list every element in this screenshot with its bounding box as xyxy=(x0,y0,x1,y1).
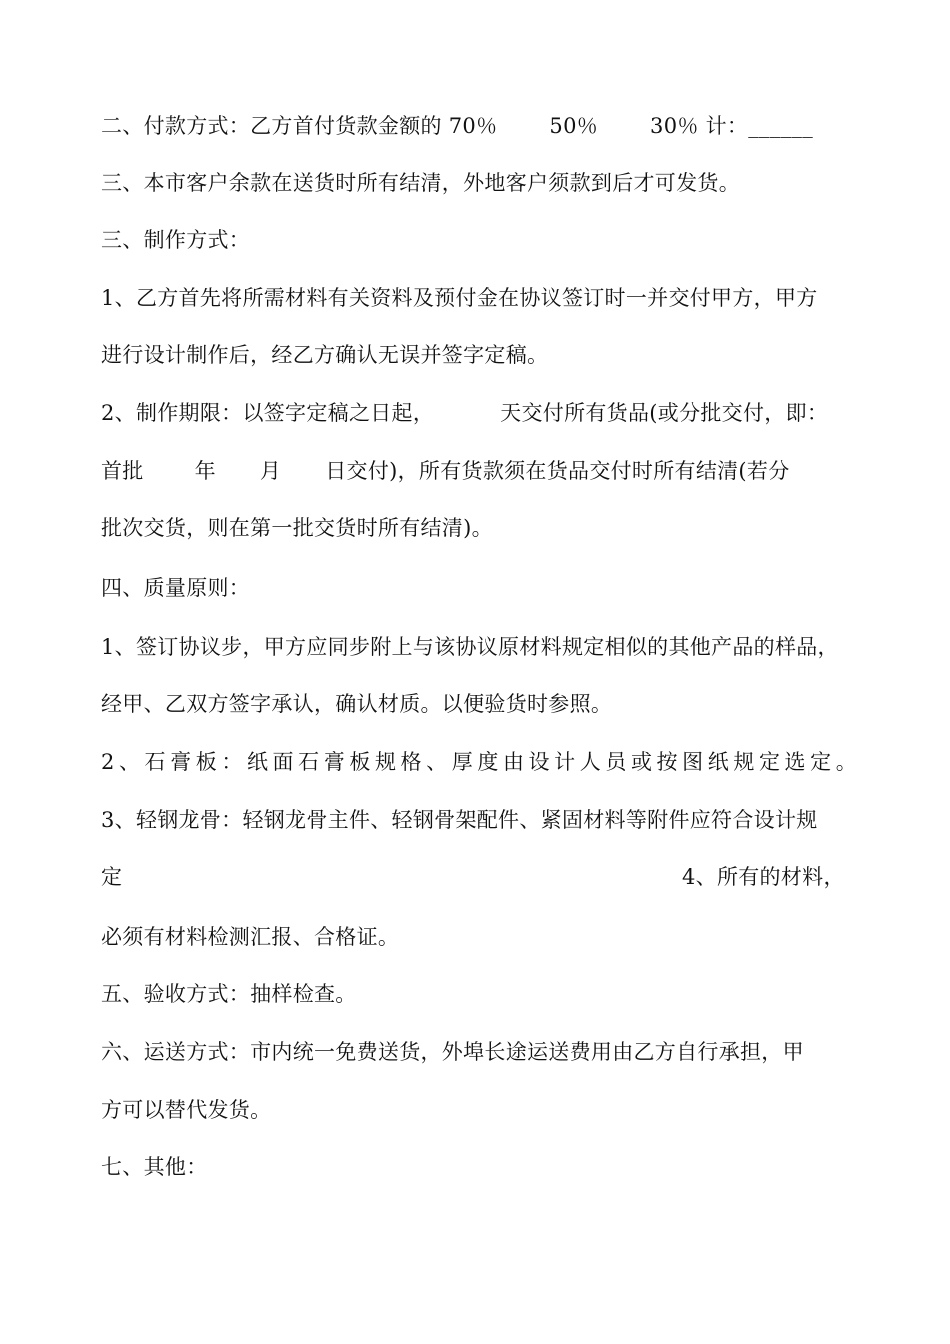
payment-method-line xyxy=(101,111,813,141)
paragraph-line: 三、本市客户余款在送货时所有结清，外地客户须款到后才可发货。 xyxy=(101,171,740,195)
paragraph-line: 六、运送方式：市内统一免费送货，外埠长途运送费用由乙方自行承担，甲 xyxy=(101,1040,804,1064)
delivery-text: 日交付)，所有货款须在货品交付时所有结清(若分 xyxy=(325,459,790,483)
section-heading: 五、验收方式：抽样检查。 xyxy=(101,982,357,1006)
year-label: 年 xyxy=(194,459,216,483)
payment-amount-blank: ______ xyxy=(748,114,814,138)
paragraph-line: 进行设计制作后，经乙方确认无误并签字定稿。 xyxy=(101,343,549,367)
payment-option-30: 30％ 计： xyxy=(650,114,749,138)
paragraph-line: 批次交货，则在第一批交货时所有结清)。 xyxy=(101,516,493,540)
paragraph-line: 1、签订协议步，甲方应同步附上与该协议原材料规定相似的其他产品的样品， xyxy=(101,635,839,659)
first-batch-line xyxy=(101,456,790,486)
split-line-end: 4、所有的材料， xyxy=(682,865,845,889)
month-label: 月 xyxy=(259,459,282,483)
split-line-start: 定 xyxy=(101,865,123,889)
paragraph-line: 必须有材料检测汇报、合格证。 xyxy=(101,925,400,949)
paragraph-line: 经甲、乙双方签字承认，确认材质。以便验货时参照。 xyxy=(101,692,613,716)
paragraph-line: 1、乙方首先将所需材料有关资料及预付金在协议签订时一并交付甲方，甲方 xyxy=(101,286,818,310)
production-period-text-cont: 天交付所有货品(或分批交付，即： xyxy=(500,401,829,425)
paragraph-line: 方可以替代发货。 xyxy=(101,1098,272,1122)
payment-prefix: 二、付款方式：乙方首付货款金额的 70％ xyxy=(101,114,498,138)
first-batch-label: 首批 xyxy=(101,459,144,483)
split-line xyxy=(101,862,845,892)
section-heading: 四、质量原则： xyxy=(101,576,251,600)
production-period-line xyxy=(101,398,828,428)
paragraph-line: 2、石膏板：纸面石膏板规格、厚度由设计人员或按图纸规定选定。 xyxy=(101,750,862,774)
section-heading: 三、制作方式： xyxy=(101,228,251,252)
production-period-text: 2、制作期限：以签字定稿之日起， xyxy=(101,401,435,425)
section-heading: 七、其他： xyxy=(101,1155,208,1179)
payment-option-50: 50％ xyxy=(549,114,599,138)
paragraph-line: 3、轻钢龙骨：轻钢龙骨主件、轻钢骨架配件、紧固材料等附件应符合设计规 xyxy=(101,808,818,832)
